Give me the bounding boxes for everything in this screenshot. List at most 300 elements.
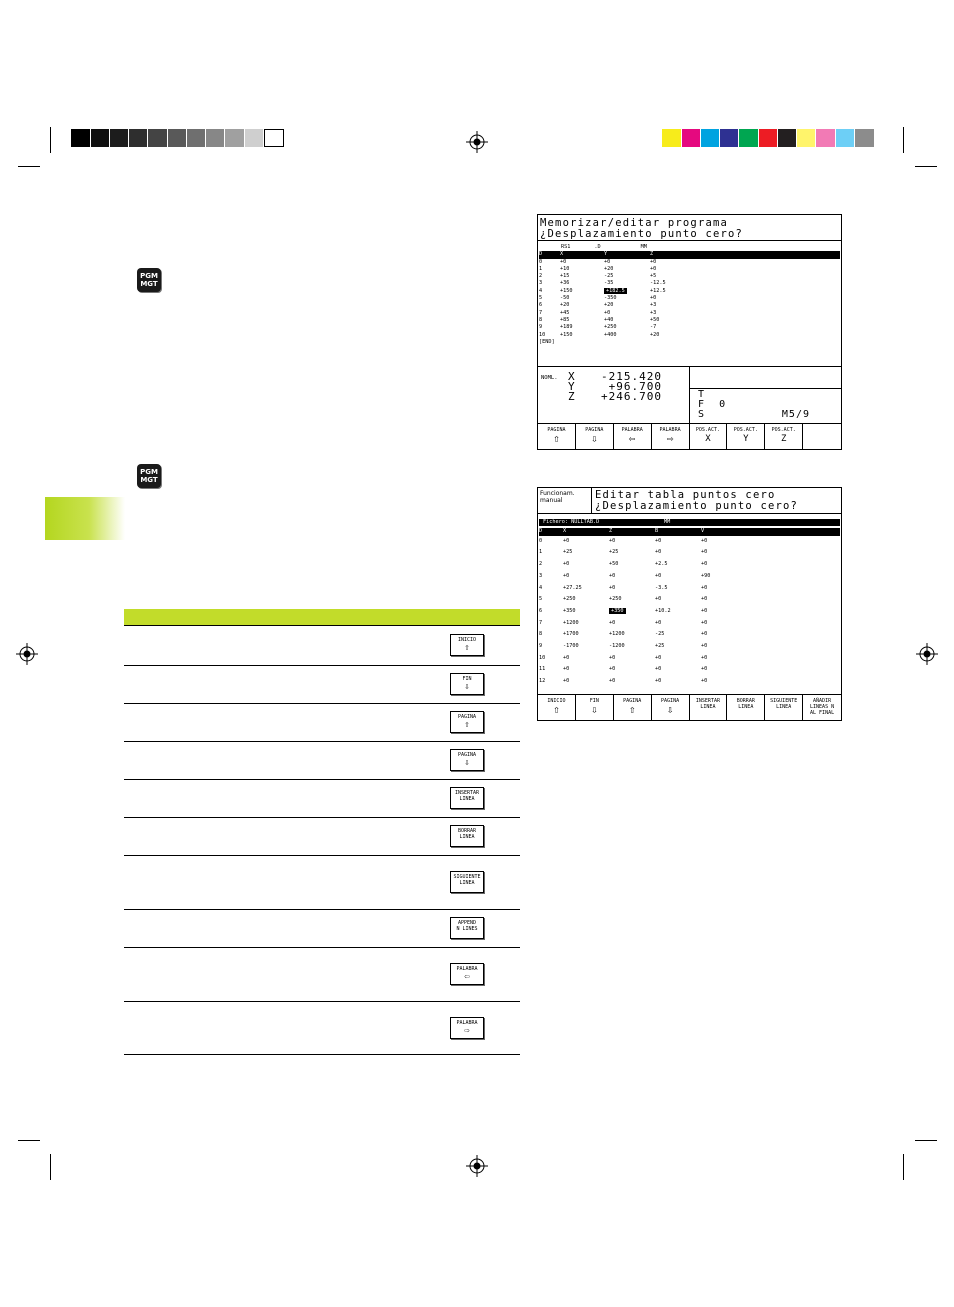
table-row [539,594,840,606]
table-cell [563,549,609,556]
cell-value: +27.25 [563,584,582,591]
screen-title [540,218,743,240]
axis-value: +246.700 [601,390,662,403]
zero-point-table [539,519,840,688]
cell-value: +0 [609,619,616,626]
softkey-label: SIGUIENTE [453,874,481,880]
tool-label: T [698,389,706,400]
cell-value: +90 [701,572,711,579]
cell-value: 2 [539,273,543,280]
cell-value: 4 [539,287,543,294]
cell-value: +0 [701,596,708,603]
axis-label: X [568,370,576,383]
table-row [539,559,840,571]
table-cell [655,596,701,603]
table-row [124,910,520,948]
table-cell [650,302,710,309]
softkey[interactable] [652,424,690,450]
cell-value: +0 [560,258,567,265]
cell-value: 4 [539,584,543,591]
table-row [539,259,840,266]
column-header: X [560,251,564,258]
color-swatch [168,129,187,147]
arrow-icon: ⇧ [553,703,560,716]
cell-value: +0 [604,309,611,316]
cell-value: +1200 [609,631,625,638]
cell-value: +0 [701,584,708,591]
table-cell [539,310,560,317]
cell-value: 3 [539,572,543,579]
table-cell [563,643,609,650]
arrow-icon: ⇩ [464,682,470,692]
softkey[interactable] [765,424,803,450]
table-row [124,626,520,666]
cell-value: +0 [650,265,657,272]
cell-value: +189 [560,324,573,331]
arrow-icon: ⇧ [464,643,470,653]
softkey-label: PAGINA [547,427,566,433]
table-meta [539,244,840,251]
arrow-icon: ⇩ [591,432,598,445]
table-cell [539,273,560,280]
cell-value: +50 [650,316,660,323]
softkey-label: LINEA [700,704,716,710]
table-cell [609,666,655,673]
cell-value: +0 [701,549,708,556]
cell-value: 0 [539,258,543,265]
table-cell [655,655,701,662]
table-cell [701,655,747,662]
table-cell [539,280,560,287]
softkey-label: LINEA [459,880,475,886]
table-cell [655,631,701,638]
table-cell [604,266,650,273]
table-cell [650,288,710,295]
cell-value: 1 [539,265,543,272]
cell-value: +250 [563,596,576,603]
table-cell [563,608,609,615]
cell-value: +0 [563,678,570,685]
table-cell [604,259,650,266]
table-cell [609,596,655,603]
table-cell [604,273,650,280]
table-cell [560,324,604,331]
color-swatch [148,129,168,147]
table-cell [701,573,747,580]
softkey-label: LINEA [459,834,475,840]
cell-value: +350 [563,607,576,614]
table-row [539,302,840,309]
color-swatch [245,129,264,147]
position-row [568,392,662,402]
cell-value: +2.5 [655,561,668,568]
key-label: PGM [140,272,158,280]
table-cell [655,620,701,627]
color-swatch [759,129,778,147]
table-row [124,1002,520,1055]
cell-value: 10 [539,654,546,661]
table-cell [560,259,604,266]
cell-value: -7 [650,324,657,331]
color-swatch [129,129,148,147]
arrow-icon: ⇦ [628,432,636,445]
table-row [539,317,840,324]
color-swatch [701,129,720,147]
color-swatch [264,129,284,147]
softkey-label: INSERTAR [454,790,480,796]
cell-value: +0 [701,619,708,626]
table-cell [655,678,701,685]
cell-value: +36 [560,280,570,287]
table-cell [539,302,560,309]
table-row [539,547,840,559]
table-row [539,310,840,317]
table-cell [539,295,560,302]
table-cell [560,280,604,287]
table-cell [539,585,563,592]
table-cell [650,273,710,280]
softkey-icon [450,1017,484,1039]
crop-mark [50,1154,51,1180]
softkey[interactable] [690,424,728,450]
cell-value: +0 [563,537,570,544]
table-cell [560,295,604,302]
table-cell [655,608,701,615]
table-cell [609,620,655,627]
softkey[interactable] [765,695,803,721]
cell-value: +20 [604,265,614,272]
cell-value: +50 [609,561,619,568]
title-line-1: Memorizar/editar programa [540,217,729,229]
softkey-label: INSERTAR [695,698,720,704]
softkey[interactable] [576,695,614,721]
table-cell [701,643,747,650]
table-row [539,582,840,594]
table-cell [539,549,563,556]
color-swatch [682,129,701,147]
softkey-label: LINEA [459,796,475,802]
softkey-label: APPEND [457,920,477,926]
cell-value: +0 [609,666,616,673]
cell-value: -25 [655,631,665,638]
registration-mark-icon [16,643,38,665]
table-cell [560,332,604,339]
softkey[interactable] [652,695,690,721]
softkey-bar [538,694,841,721]
softkey-label: POS.ACT. [695,427,720,433]
cell-value: +250 [609,596,622,603]
cell-value: -25 [604,273,614,280]
table-cell [609,549,655,556]
softkey[interactable] [538,695,576,721]
table-cell [650,266,710,273]
crop-mark [903,127,904,153]
cell-value: +5 [650,273,657,280]
table-cell [539,596,563,603]
table-cell [650,317,710,324]
feed-value: 0 [719,399,727,410]
table-row [124,948,520,1002]
feed-label: F [698,399,706,410]
table-cell [655,549,701,556]
cell-value: -1700 [563,642,579,649]
table-cell [609,585,655,592]
title-line-1: Editar tabla puntos cero [595,489,776,501]
table-cell [609,631,655,638]
softkey-label: POS.ACT. [771,427,796,433]
table-cell [539,608,563,615]
cell-value: 1 [539,549,543,556]
softkey-label: BORRAR [736,698,755,704]
table-header [124,609,520,625]
cell-value: +0 [609,537,616,544]
table-cell [655,643,701,650]
cell-value: +0 [563,572,570,579]
table-cell [563,585,609,592]
table-row [539,295,840,302]
table-cell [560,273,604,280]
arrow-icon: ⇩ [591,703,598,716]
table-cell [539,317,560,324]
color-swatch [225,129,245,147]
softkey[interactable] [727,695,765,721]
softkey-label: PALABRA [456,966,478,972]
softkey[interactable] [614,424,652,450]
softkey[interactable] [538,424,576,450]
softkey[interactable] [803,695,841,721]
arrow-icon: ⇩ [666,703,674,716]
color-swatch [71,129,91,147]
cell-value: 10 [539,331,546,338]
column-header: Z [650,251,654,258]
table-row [539,324,840,331]
cell-value: +0 [655,572,662,579]
table-cell [609,643,655,650]
table-cell [701,620,747,627]
tnc-screen-zero-table [537,487,842,721]
table-cell [604,280,650,287]
softkey-icon [450,749,484,771]
cell-value: +0 [563,666,570,673]
cell-value: +85 [560,316,570,323]
table-cell [650,280,710,287]
cell-value: 6 [539,607,543,614]
table-row [539,641,840,653]
softkey[interactable] [727,424,765,450]
table-cell [560,266,604,273]
cell-value: 5 [539,596,543,603]
registration-mark-icon [466,1155,488,1177]
table-cell [563,620,609,627]
softkey-icon [450,634,484,656]
axis-label: Z [568,390,576,403]
softkey[interactable] [576,424,614,450]
softkey-label: LINEA [738,704,754,710]
table-cell [563,561,609,568]
softkey-label: PALABRA [621,427,643,433]
softkey-icon [450,871,484,893]
table-cell [604,288,650,295]
table-cell [539,655,563,662]
spindle-label: S [698,409,706,420]
table-row [539,676,840,688]
softkey[interactable] [690,695,728,721]
cell-value: +0 [701,561,708,568]
table-row [539,617,840,629]
key-label: MGT [140,280,158,288]
cell-value: +150 [560,331,573,338]
table-cell [560,288,604,295]
cell-value: +0 [701,642,708,649]
arrow-icon: ⇧ [553,432,560,445]
crop-mark [18,166,40,167]
file-unit: MM [664,519,671,525]
cell-value: +0 [655,549,662,556]
axis-label: Z [780,434,787,444]
cell-value: +0 [701,678,708,685]
softkey-icon [450,787,484,809]
color-swatch [836,129,855,147]
function-table [124,609,520,1055]
table-cell [563,573,609,580]
cell-value: -50 [560,295,570,302]
nominal-label: NOML. [541,375,558,381]
cell-value: +0 [655,537,662,544]
softkey-icon [450,673,484,695]
softkey[interactable] [803,424,841,450]
cell-value: -1200 [609,642,625,649]
cell-value: 9 [539,642,543,649]
table-cell [563,678,609,685]
table-cell [701,631,747,638]
table-cell [655,538,701,545]
position-display [568,372,662,402]
table-cell [604,310,650,317]
arrow-icon: ⇨ [464,1025,470,1036]
softkey-label: BORRAR [457,828,477,834]
cell-value: +0 [701,666,708,673]
cell-value: +0 [655,596,662,603]
cell-value: -35 [604,280,614,287]
table-cell [563,666,609,673]
file-line [539,519,840,526]
table-cell [604,302,650,309]
cell-value: 5 [539,295,543,302]
table-row [539,629,840,641]
cell-value[interactable]: +182.5 [606,287,625,294]
table-cell [604,332,650,339]
pgm-mgt-key-icon [137,464,161,488]
cell-value: +0 [609,678,616,685]
cell-value[interactable]: +350 [611,607,624,614]
table-cell [655,573,701,580]
table-row [539,273,840,280]
cell-value: +250 [604,324,617,331]
cell-value: 6 [539,302,543,309]
table-cell [650,332,710,339]
column-header: D [539,251,543,258]
cell-value: +0 [655,619,662,626]
table-row [124,780,520,818]
table-cell [539,259,560,266]
table-cell [560,302,604,309]
softkey-label: PALABRA [456,1019,478,1026]
table-row [539,332,840,339]
crop-mark [915,1140,937,1141]
table-cell [655,666,701,673]
table-cell [609,678,655,685]
softkey-label: PAGINA [457,714,477,720]
color-calibration-bar [662,129,875,147]
color-swatch [720,129,739,147]
axis-value: +96.700 [608,380,662,393]
cell-value: +0 [701,631,708,638]
softkey-label: PAGINA [661,698,680,704]
table-cell [539,324,560,331]
softkey-label: FIN [462,676,472,682]
table-cell [539,288,560,295]
registration-mark-icon [916,643,938,665]
cell-value: 0 [539,537,543,544]
cell-value: +20 [650,331,660,338]
registration-mark-icon [466,131,488,153]
crop-mark [18,1140,40,1141]
cell-value: +0 [650,295,657,302]
softkey-icon [450,963,484,985]
softkey-label: AÑADIR [813,698,832,704]
softkey-label: N LINES [456,926,478,932]
softkey-icon [450,711,484,733]
arrow-icon: ⇧ [628,703,636,716]
cell-value: 2 [539,561,543,568]
cell-value: +3 [650,302,657,309]
color-swatch [110,129,129,147]
table-cell [563,596,609,603]
key-label: MGT [140,476,158,484]
cell-value: 7 [539,309,543,316]
cell-value: +25 [609,549,619,556]
softkey-icon [450,825,484,847]
table-header-row [539,528,840,535]
cell-value: +0 [609,654,616,661]
table-cell [539,561,563,568]
cell-value: 12 [539,678,546,685]
cell-value: +0 [701,537,708,544]
cell-value: +0 [655,678,662,685]
title-line-2: ¿Desplazamiento punto cero? [595,500,799,512]
softkey-label: INICIO [457,637,477,643]
table-cell [539,631,563,638]
softkey-icon [450,917,484,939]
color-swatch [662,129,682,147]
table-cell [650,310,710,317]
cell-value: +15 [560,273,570,280]
softkey-label: POS.ACT. [733,427,758,433]
tnc-screen-program-edit [537,214,842,450]
cell-value: +0 [650,258,657,265]
table-row [539,652,840,664]
table-cell [539,266,560,273]
gray-calibration-bar [71,129,284,147]
softkey[interactable] [614,695,652,721]
arrow-icon: ⇦ [464,972,470,982]
meta-unit: MM [640,244,647,250]
cell-value: 11 [539,666,546,673]
softkey-label: SIGUIENTE [770,698,798,704]
file-name: Fichero: NULLTAB.D [543,519,600,525]
cell-value: +1200 [563,619,579,626]
table-header-row [539,251,840,258]
